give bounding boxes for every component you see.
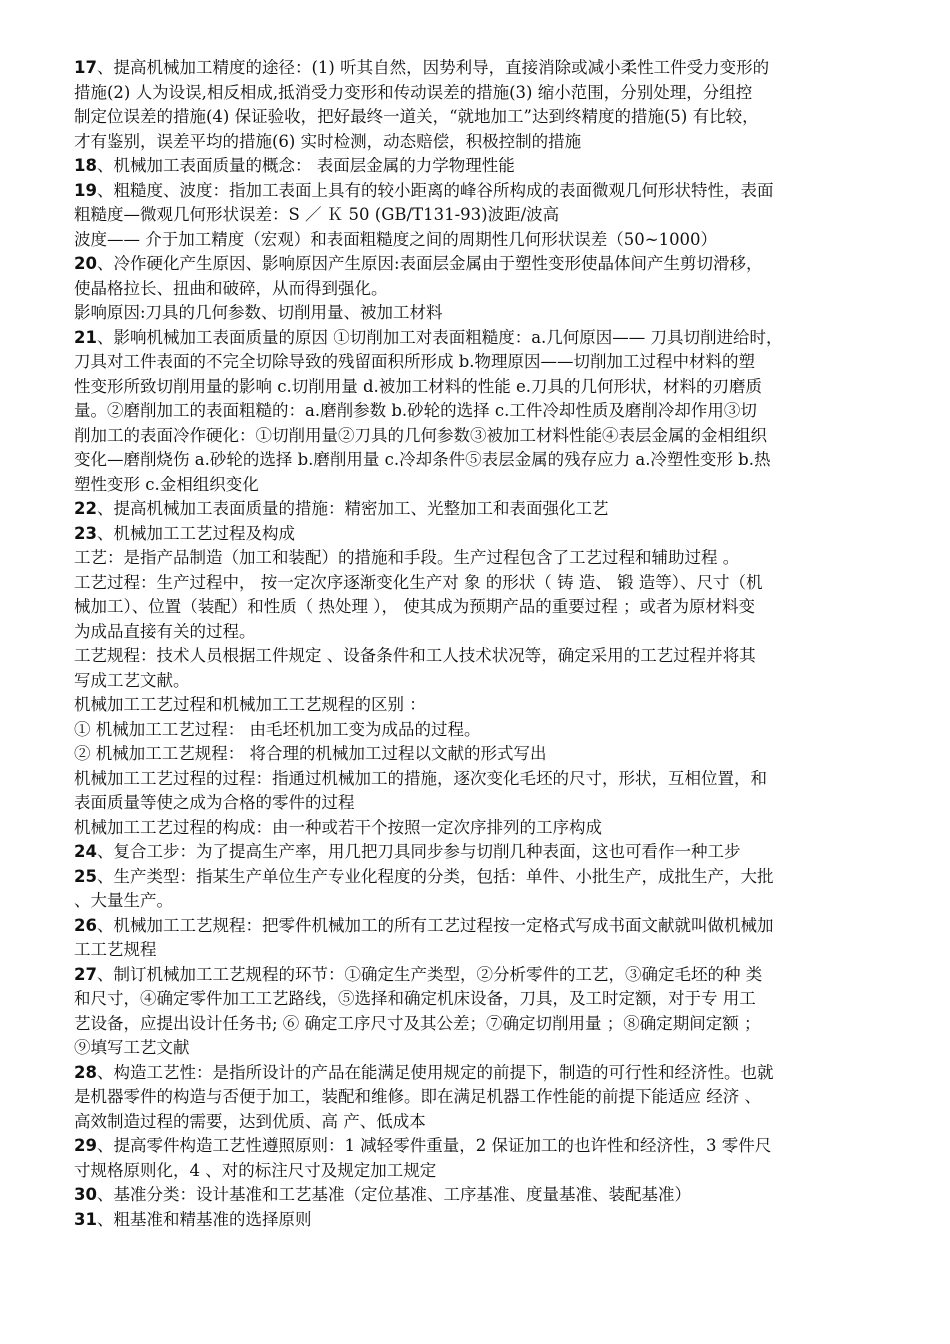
text-line <box>74 595 882 620</box>
text-line <box>74 840 882 865</box>
line-text: 、构造工艺性：是指所设计的产品在能满足使用规定的前提下，制造的可行性和经济性。也就 <box>96 1062 774 1082</box>
line-text: ⑨填写工艺文献 <box>74 1038 190 1057</box>
document-body <box>74 56 882 1232</box>
item-number: 27 <box>74 964 97 984</box>
text-line <box>74 546 882 571</box>
text-line <box>74 767 882 792</box>
line-text: 寸规格原则化，4 、对的标注尺寸及规定加工规定 <box>74 1160 437 1180</box>
item-number: 17 <box>74 58 97 77</box>
text-line <box>74 301 882 326</box>
line-text: 、机械加工工艺规程：把零件机械加工的所有工艺过程按一定格式写成书面文献就叫做机械加 <box>96 915 774 935</box>
line-text: 削加工的表面冷作硬化：①切削用量②刀具的几何参数③被加工材料性能④表层金属的金相组织 <box>74 425 767 445</box>
item-number: 23 <box>74 523 97 543</box>
line-text: 影响原因:刀具的几何参数、切削用量、被加工材料 <box>74 303 443 322</box>
text-line <box>74 669 882 694</box>
text-line <box>74 399 882 424</box>
text-line <box>74 1110 882 1135</box>
text-line <box>74 81 882 106</box>
line-text: 械加工）、位置（装配）和性质（ 热处理 ）， 使其成为预期产品的重要过程 ；或者为原材料变 <box>74 597 755 616</box>
line-text: 、机械加工表面质量的概念： 表面层金属的力学物理性能 <box>96 156 515 175</box>
line-text: 艺设备，应提出设计任务书; ⑥ 确定工序尺寸及其公差；⑦确定切削用量 ；⑧确定期间定额 ； <box>74 1013 761 1033</box>
text-line <box>74 865 882 890</box>
text-line <box>74 203 882 228</box>
line-text: ② 机械加工工艺规程： 将合理的机械加工过程以文献的形式写出 <box>74 744 547 763</box>
text-line <box>74 571 882 596</box>
item-number: 28 <box>74 1062 97 1082</box>
line-text: 、提高零件构造工艺性遵照原则：1 减轻零件重量，2 保证加工的也许性和经济性，3 零件尺 <box>96 1136 772 1155</box>
item-number: 31 <box>74 1209 97 1229</box>
text-line <box>74 816 882 841</box>
line-text: 、冷作硬化产生原因、影响原因产生原因:表面层金属由于塑性变形使晶体间产生剪切滑移， <box>96 254 763 273</box>
item-number: 18 <box>74 156 97 175</box>
line-text: 、复合工步：为了提高生产率，用几把刀具同步参与切削几种表面，这也可看作一种工步 <box>96 842 741 861</box>
line-text: 措施(2) 人为设误,相反相成,抵消受力变形和传动误差的措施(3) 缩小范围，分别处理，分组控 <box>74 82 753 102</box>
line-text: 、粗糙度、波度：指加工表面上具有的较小距离的峰谷所构成的表面微观几何形状特性，表面 <box>96 180 774 200</box>
line-text: 制定位误差的措施(4) 保证验收，把好最终一道关，“就地加工”达到终精度的措施(5) 有比较， <box>74 107 759 126</box>
text-line <box>74 742 882 767</box>
line-text: 、生产类型：指某生产单位生产专业化程度的分类，包括：单件、小批生产，成批生产，大批 <box>96 866 774 886</box>
text-line <box>74 889 882 914</box>
text-line <box>74 105 882 130</box>
text-line <box>74 179 882 204</box>
line-text: 高效制造过程的需要，达到优质、高 产、低成本 <box>74 1111 426 1131</box>
text-line <box>74 448 882 473</box>
line-text: 工工艺规程 <box>74 940 157 959</box>
text-line <box>74 1036 882 1061</box>
text-line <box>74 228 882 253</box>
item-number: 25 <box>74 866 97 886</box>
text-line <box>74 130 882 155</box>
line-text: 性变形所致切削用量的影响 c.切削用量 d.被加工材料的性能 e.刀具的几何形状，材料的刃磨质 <box>74 376 763 396</box>
text-line <box>74 1159 882 1184</box>
line-text: 为成品直接有关的过程。 <box>74 621 256 641</box>
line-text: 、大量生产。 <box>74 891 173 910</box>
line-text: 机械加工工艺过程的过程：指通过机械加工的措施，逐次变化毛坯的尺寸，形状，互相位置，和 <box>74 768 767 788</box>
item-number: 20 <box>74 254 97 273</box>
line-text: 、提高机械加工表面质量的措施：精密加工、光整加工和表面强化工艺 <box>96 499 609 518</box>
text-line <box>74 963 882 988</box>
text-line <box>74 644 882 669</box>
line-text: 机械加工工艺过程和机械加工工艺规程的区别 ： <box>74 695 426 714</box>
text-line <box>74 154 882 179</box>
text-line <box>74 375 882 400</box>
item-number: 24 <box>74 842 97 861</box>
text-line <box>74 277 882 302</box>
line-text: 、机械加工工艺过程及构成 <box>96 523 295 543</box>
line-text: ① 机械加工工艺过程： 由毛坯机加工变为成品的过程。 <box>74 719 481 739</box>
text-line <box>74 1183 882 1208</box>
item-number: 22 <box>74 499 97 518</box>
line-text: 工艺过程：生产过程中， 按一定次序逐渐变化生产对 象 的形状（ 铸 造、 锻 造等）、尺寸（机 <box>74 572 763 592</box>
line-text: 和尺寸，④确定零件加工工艺路线，⑤选择和确定机床设备，刀具，及工时定额，对于专 用工 <box>74 989 756 1008</box>
text-line <box>74 252 882 277</box>
text-line <box>74 1208 882 1233</box>
text-line <box>74 987 882 1012</box>
line-text: 波度—— 介于加工精度（宏观）和表面粗糙度之间的周期性几何形状误差（50~1000） <box>74 229 718 249</box>
text-line <box>74 938 882 963</box>
line-text: 、制订机械加工工艺规程的环节：①确定生产类型，②分析零件的工艺，③确定毛坯的种 类 <box>96 964 763 984</box>
item-number: 30 <box>74 1185 97 1204</box>
line-text: 、基准分类：设计基准和工艺基准（定位基准、工序基准、度量基准、装配基准） <box>96 1185 691 1204</box>
text-line <box>74 1134 882 1159</box>
line-text: 、提高机械加工精度的途径：(1) 听其自然，因势利导，直接消除或减小柔性工件受力变形的 <box>96 58 770 77</box>
text-line <box>74 473 882 498</box>
line-text: 粗糙度—微观几何形状误差：S ／ Ｋ 50 (GB/T131-93)波距/波高 <box>74 205 560 224</box>
line-text: 、粗基准和精基准的选择原则 <box>96 1209 312 1229</box>
text-line <box>74 791 882 816</box>
text-line <box>74 56 882 81</box>
text-line <box>74 350 882 375</box>
item-number: 26 <box>74 915 97 935</box>
line-text: 工艺规程：技术人员根据工件规定 、设备条件和工人技术状况等，确定采用的工艺过程并将其 <box>74 646 756 665</box>
line-text: 才有鉴别，误差平均的措施(6) 实时检测，动态赔偿，积极控制的措施 <box>74 131 582 151</box>
line-text: 量。②磨削加工的表面粗糙的：a.磨削参数 b.砂轮的选择 c.工件冷却性质及磨削冷却作用③切 <box>74 401 757 420</box>
text-line <box>74 424 882 449</box>
text-line <box>74 1061 882 1086</box>
text-line <box>74 326 882 351</box>
text-line <box>74 1085 882 1110</box>
text-line <box>74 1012 882 1037</box>
line-text: 使晶格拉长、扭曲和破碎，从而得到强化。 <box>74 278 388 298</box>
text-line <box>74 914 882 939</box>
line-text: 写成工艺文献。 <box>74 670 190 690</box>
text-line <box>74 693 882 718</box>
text-line <box>74 497 882 522</box>
text-line <box>74 522 882 547</box>
line-text: 刀具对工件表面的不完全切除导致的残留面积所形成 b.物理原因——切削加工过程中材料的塑 <box>74 352 756 371</box>
line-text: 塑性变形 c.金相组织变化 <box>74 474 259 494</box>
line-text: 机械加工工艺过程的构成：由一种或若干个按照一定次序排列的工序构成 <box>74 817 602 837</box>
text-line <box>74 718 882 743</box>
line-text: 变化—磨削烧伤 a.砂轮的选择 b.磨削用量 c.冷却条件⑤表层金属的残存应力 a.冷塑性变形 b.热 <box>74 450 771 469</box>
line-text: 是机器零件的构造与否便于加工，装配和维修。即在满足机器工作性能的前提下能适应 经济 、 <box>74 1087 761 1106</box>
item-number: 29 <box>74 1136 97 1155</box>
line-text: 表面质量等使之成为合格的零件的过程 <box>74 793 355 812</box>
line-text: 工艺：是指产品制造（加工和装配）的措施和手段。生产过程包含了工艺过程和辅助过程 。 <box>74 548 740 567</box>
text-line <box>74 620 882 645</box>
item-number: 21 <box>74 327 97 347</box>
item-number: 19 <box>74 180 97 200</box>
line-text: 、影响机械加工表面质量的原因 ①切削加工对表面粗糙度：a.几何原因—— 刀具切削进给时， <box>96 327 783 347</box>
